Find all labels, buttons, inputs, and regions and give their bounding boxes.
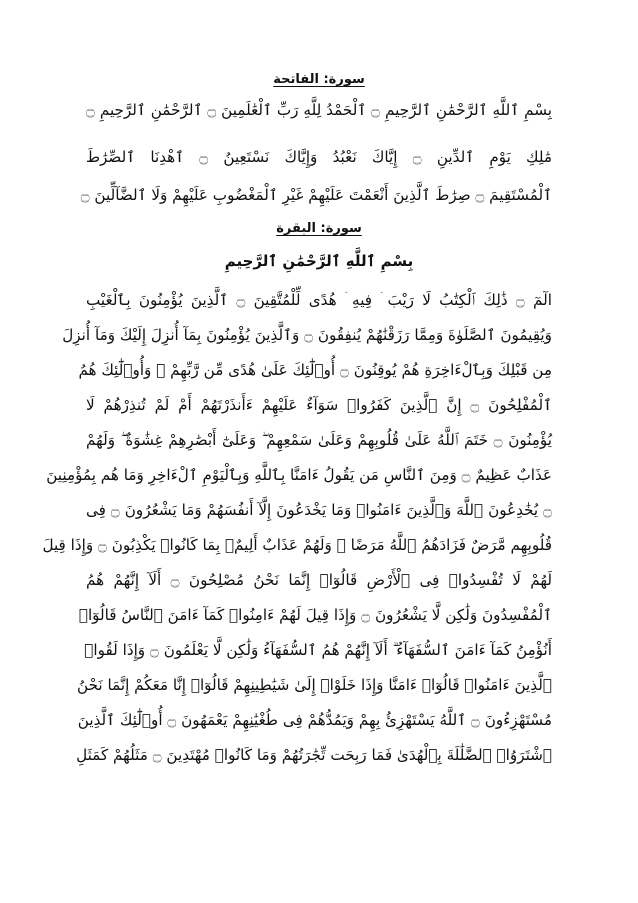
- verse-line: مَٰلِكِ يَوْمِ ٱلدِّينِ ۝ إِيَّاكَ نَعْبُدُ وَإِيَّاكَ نَسْتَعِينُ ۝ ٱهْدِنَا ٱلصِّرَٰطَ: [86, 148, 552, 166]
- verse-line: يُؤْمِنُونَ ۝ خَتَمَ ٱللَّهُ عَلَىٰ قُلُوبِهِمْ وَعَلَىٰ سَمْعِهِمْ ۖ وَعَلَىٰٓ أَبْصَٰرِهِمْ غِشَٰوَةٌ ۖ وَلَهُمْ: [86, 431, 552, 449]
- verse-line: ٱلْمُفْلِحُونَ ۝ إِنَّ ٱلَّذِينَ كَفَرُوا۟ سَوَآءٌ عَلَيْهِمْ ءَأَنذَرْتَهُمْ أَمْ لَمْ تُنذِرْهُمْ لَا: [86, 396, 552, 414]
- verse-line: لَهُمْ لَا تُفْسِدُوا۟ فِى ٱلْأَرْضِ قَالُوٓا۟ إِنَّمَا نَحْنُ مُصْلِحُونَ ۝ أَلَآ إِنَّهُمْ هُمُ: [86, 571, 552, 589]
- verse-line: مِن قَبْلِكَ وَبِٱلْءَاخِرَةِ هُمْ يُوقِنُونَ ۝ أُو۟لَٰٓئِكَ عَلَىٰ هُدًى مِّن رَّبِّهِمْ ۖ وَأُو۟لَٰٓئِكَ هُمُ: [78, 361, 552, 379]
- verse-line: ٱشْتَرَوُا۟ ٱلضَّلَٰلَةَ بِٱلْهُدَىٰ فَمَا رَبِحَت تِّجَٰرَتُهُمْ وَمَا كَانُوا۟ مُهْتَدِينَ ۝ مَثَلُهُمْ كَمَثَلِ: [76, 746, 552, 764]
- verse-line: ۝ يُخَٰدِعُونَ ٱللَّهَ وَٱلَّذِينَ ءَامَنُوا۟ وَمَا يَخْدَعُونَ إِلَّآ أَنفُسَهُمْ وَمَا يَشْعُرُونَ ۝ فِى: [86, 501, 553, 519]
- verse-line: أَنُؤْمِنُ كَمَآ ءَامَنَ ٱلسُّفَهَآءُ ۗ أَلَآ إِنَّهُمْ هُمُ ٱلسُّفَهَآءُ وَلَٰكِن لَّا يَعْلَمُونَ ۝ وَإِذَا لَقُوا۟: [84, 641, 552, 659]
- basmala-calligraphy: بِسْمِ ٱللَّهِ ٱلرَّحْمَٰنِ ٱلرَّحِيمِ: [224, 252, 414, 270]
- verse-line: قُلُوبِهِم مَّرَضٌ فَزَادَهُمُ ٱللَّهُ مَرَضًا ۖ وَلَهُمْ عَذَابٌ أَلِيمٌۢ بِمَا كَانُوا۟ يَكْذِبُونَ ۝ وَإِذَا قِيلَ: [42, 536, 552, 554]
- verse-line: وَيُقِيمُونَ ٱلصَّلَوٰةَ وَمِمَّا رَزَقْنَٰهُمْ يُنفِقُونَ ۝ وَٱلَّذِينَ يُؤْمِنُونَ بِمَآ أُنزِلَ إِلَيْكَ وَمَآ أُنزِلَ: [62, 326, 552, 344]
- surah-title-fatiha: سورة: الفاتحة: [273, 72, 365, 87]
- verse-line: بِسْمِ ٱللَّهِ ٱلرَّحْمَٰنِ ٱلرَّحِيمِ ۝ ٱلْحَمْدُ لِلَّهِ رَبِّ ٱلْعَٰلَمِينَ ۝ ٱلرَّحْمَٰنِ ٱلرَّحِيمِ ۝: [86, 101, 552, 119]
- verse-line: الٓمٓ ۝ ذَٰلِكَ ٱلْكِتَٰبُ لَا رَيْبَ ۛ فِيهِ ۛ هُدًى لِّلْمُتَّقِينَ ۝ ٱلَّذِينَ يُؤْمِنُونَ بِٱلْغَيْبِ: [86, 291, 552, 309]
- verse-line: ٱلَّذِينَ ءَامَنُوا۟ قَالُوٓا۟ ءَامَنَّا وَإِذَا خَلَوْا۟ إِلَىٰ شَيَٰطِينِهِمْ قَالُوٓا۟ إِنَّا مَعَكُمْ إِنَّمَا نَحْنُ: [77, 676, 552, 694]
- verse-line: عَذَابٌ عَظِيمٌ ۝ وَمِنَ ٱلنَّاسِ مَن يَقُولُ ءَامَنَّا بِٱللَّهِ وَبِٱلْيَوْمِ ٱلْءَاخِرِ وَمَا هُم بِمُؤْمِنِينَ: [46, 466, 552, 484]
- surah-title-baqarah: سورة: البقرة: [276, 221, 362, 236]
- verse-line: ٱلْمُسْتَقِيمَ ۝ صِرَٰطَ ٱلَّذِينَ أَنْعَمْتَ عَلَيْهِمْ غَيْرِ ٱلْمَغْضُوبِ عَلَيْهِمْ وَلَا ٱلضَّآلِّينَ ۝: [80, 186, 552, 204]
- verse-line: ٱلْمُفْسِدُونَ وَلَٰكِن لَّا يَشْعُرُونَ ۝ وَإِذَا قِيلَ لَهُمْ ءَامِنُوا۟ كَمَآ ءَامَنَ ٱلنَّاسُ قَالُوٓا۟: [78, 606, 552, 624]
- verse-line: مُسْتَهْزِءُونَ ۝ ٱللَّهُ يَسْتَهْزِئُ بِهِمْ وَيَمُدُّهُمْ فِى طُغْيَٰنِهِمْ يَعْمَهُونَ ۝ أُو۟لَٰٓئِكَ ٱلَّذِينَ: [77, 711, 552, 729]
